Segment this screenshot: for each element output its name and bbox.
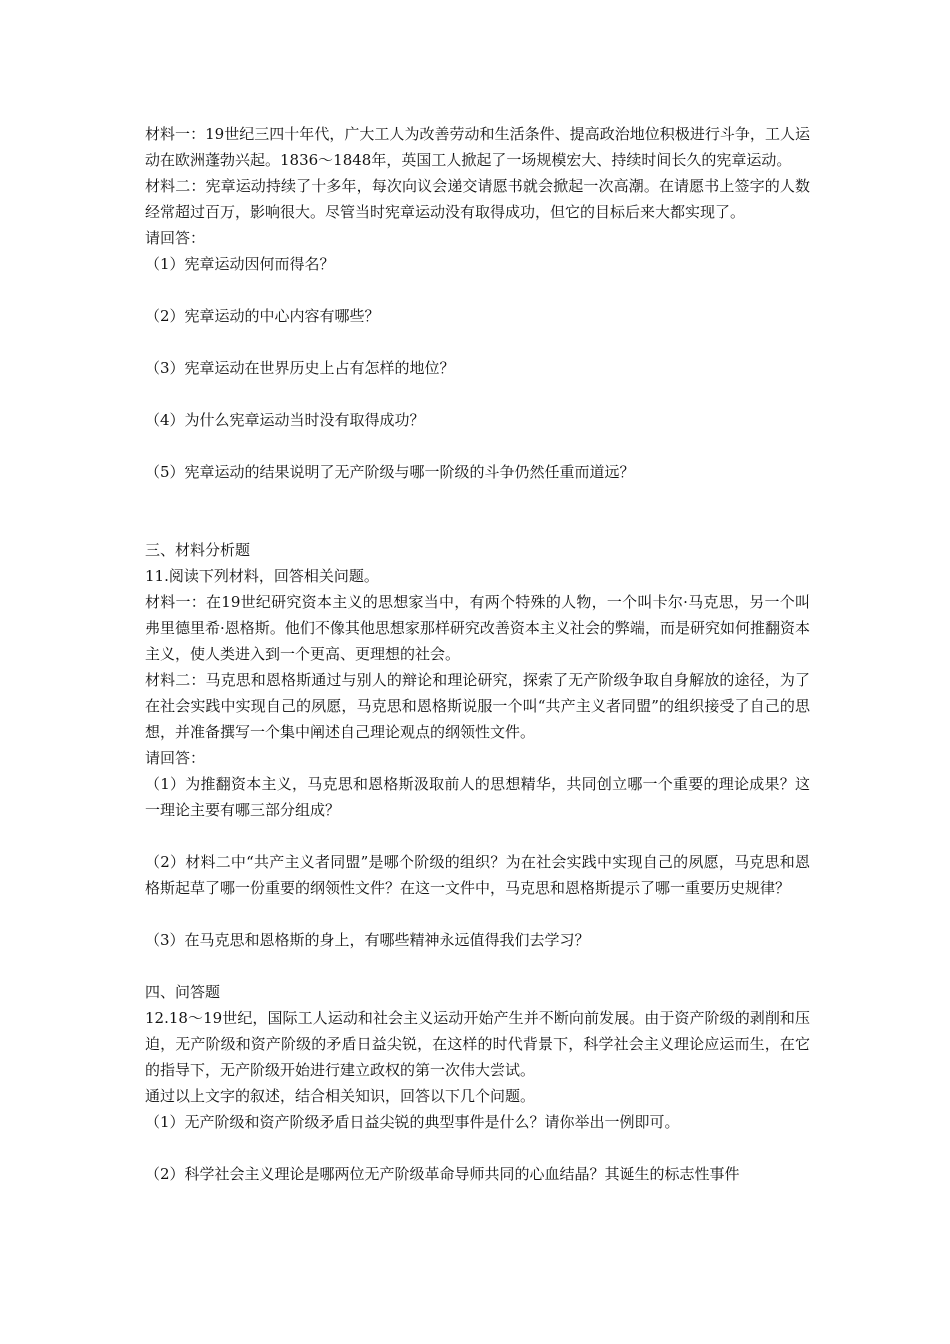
question-3: （3）宪章运动在世界历史上占有怎样的地位？ [145, 359, 455, 377]
answer-prompt: 请回答： [145, 229, 206, 247]
question-4: （4）为什么宪章运动当时没有取得成功？ [145, 411, 425, 429]
section-three-heading: 三、材料分析题 [145, 541, 251, 559]
question-1: （1）无产阶级和资产阶级矛盾日益尖锐的典型事件是什么？请你举出一例即可。 [145, 1113, 680, 1131]
material-one-paragraph: 材料一：19世纪三四十年代，广大工人为改善劳动和生活条件、提高政治地位积极进行斗争，工人运动在欧洲蓬勃兴起。1836～1848年，英国工人掀起了一场规模宏大、持续时间长久的宪章运动。 [145, 125, 810, 169]
question-2: （2）宪章运动的中心内容有哪些？ [145, 307, 380, 325]
material-one-paragraph: 材料一：在19世纪研究资本主义的思想家当中，有两个特殊的人物，一个叫卡尔·马克思，另一个叫弗里德里希·恩格斯。他们不像其他思想家那样研究改善资本主义社会的弊端，而是研究如何推翻资本主义，使人类进入到一个更高、更理想的社会。 [145, 593, 810, 663]
section-four-heading: 四、问答题 [145, 983, 221, 1001]
document-body [145, 121, 810, 1187]
answer-prompt: 请回答： [145, 749, 206, 767]
question-12-intro: 12.18～19世纪，国际工人运动和社会主义运动开始产生并不断向前发展。由于资产阶级的剥削和压迫，无产阶级和资产阶级的矛盾日益尖锐，在这样的时代背景下，科学社会主义理论应运而生，在它的指导下，无产阶级开始进行建立政权的第一次伟大尝试。 [145, 1009, 810, 1079]
answer-prompt: 通过以上文字的叙述，结合相关知识，回答以下几个问题。 [145, 1087, 536, 1105]
question-1: （1）为推翻资本主义，马克思和恩格斯汲取前人的思想精华，共同创立哪一个重要的理论成果？这一理论主要有哪三部分组成？ [145, 775, 810, 819]
material-two-paragraph: 材料二：马克思和恩格斯通过与别人的辩论和理论研究，探索了无产阶级争取自身解放的途径，为了在社会实践中实现自己的夙愿，马克思和恩格斯说服一个叫“共产主义者同盟”的组织接受了自己的思想，并准备撰写一个集中阐述自己理论观点的纲领性文件。 [145, 671, 810, 741]
question-5: （5）宪章运动的结果说明了无产阶级与哪一阶级的斗争仍然任重而道远？ [145, 463, 635, 481]
question-2: （2）材料二中“共产主义者同盟”是哪个阶级的组织？为在社会实践中实现自己的夙愿，马克思和恩格斯起草了哪一份重要的纲领性文件？在这一文件中，马克思和恩格斯提示了哪一重要历史规律？ [145, 853, 810, 897]
question-11-intro: 11.阅读下列材料，回答相关问题。 [145, 567, 379, 585]
question-1: （1）宪章运动因何而得名？ [145, 255, 335, 273]
question-3: （3）在马克思和恩格斯的身上，有哪些精神永远值得我们去学习？ [145, 931, 590, 949]
material-two-paragraph: 材料二：宪章运动持续了十多年，每次向议会递交请愿书就会掀起一次高潮。在请愿书上签字的人数经常超过百万，影响很大。尽管当时宪章运动没有取得成功，但它的目标后来大都实现了。 [145, 177, 810, 221]
question-2: （2）科学社会主义理论是哪两位无产阶级革命导师共同的心血结晶？其诞生的标志性事件 [145, 1165, 740, 1183]
